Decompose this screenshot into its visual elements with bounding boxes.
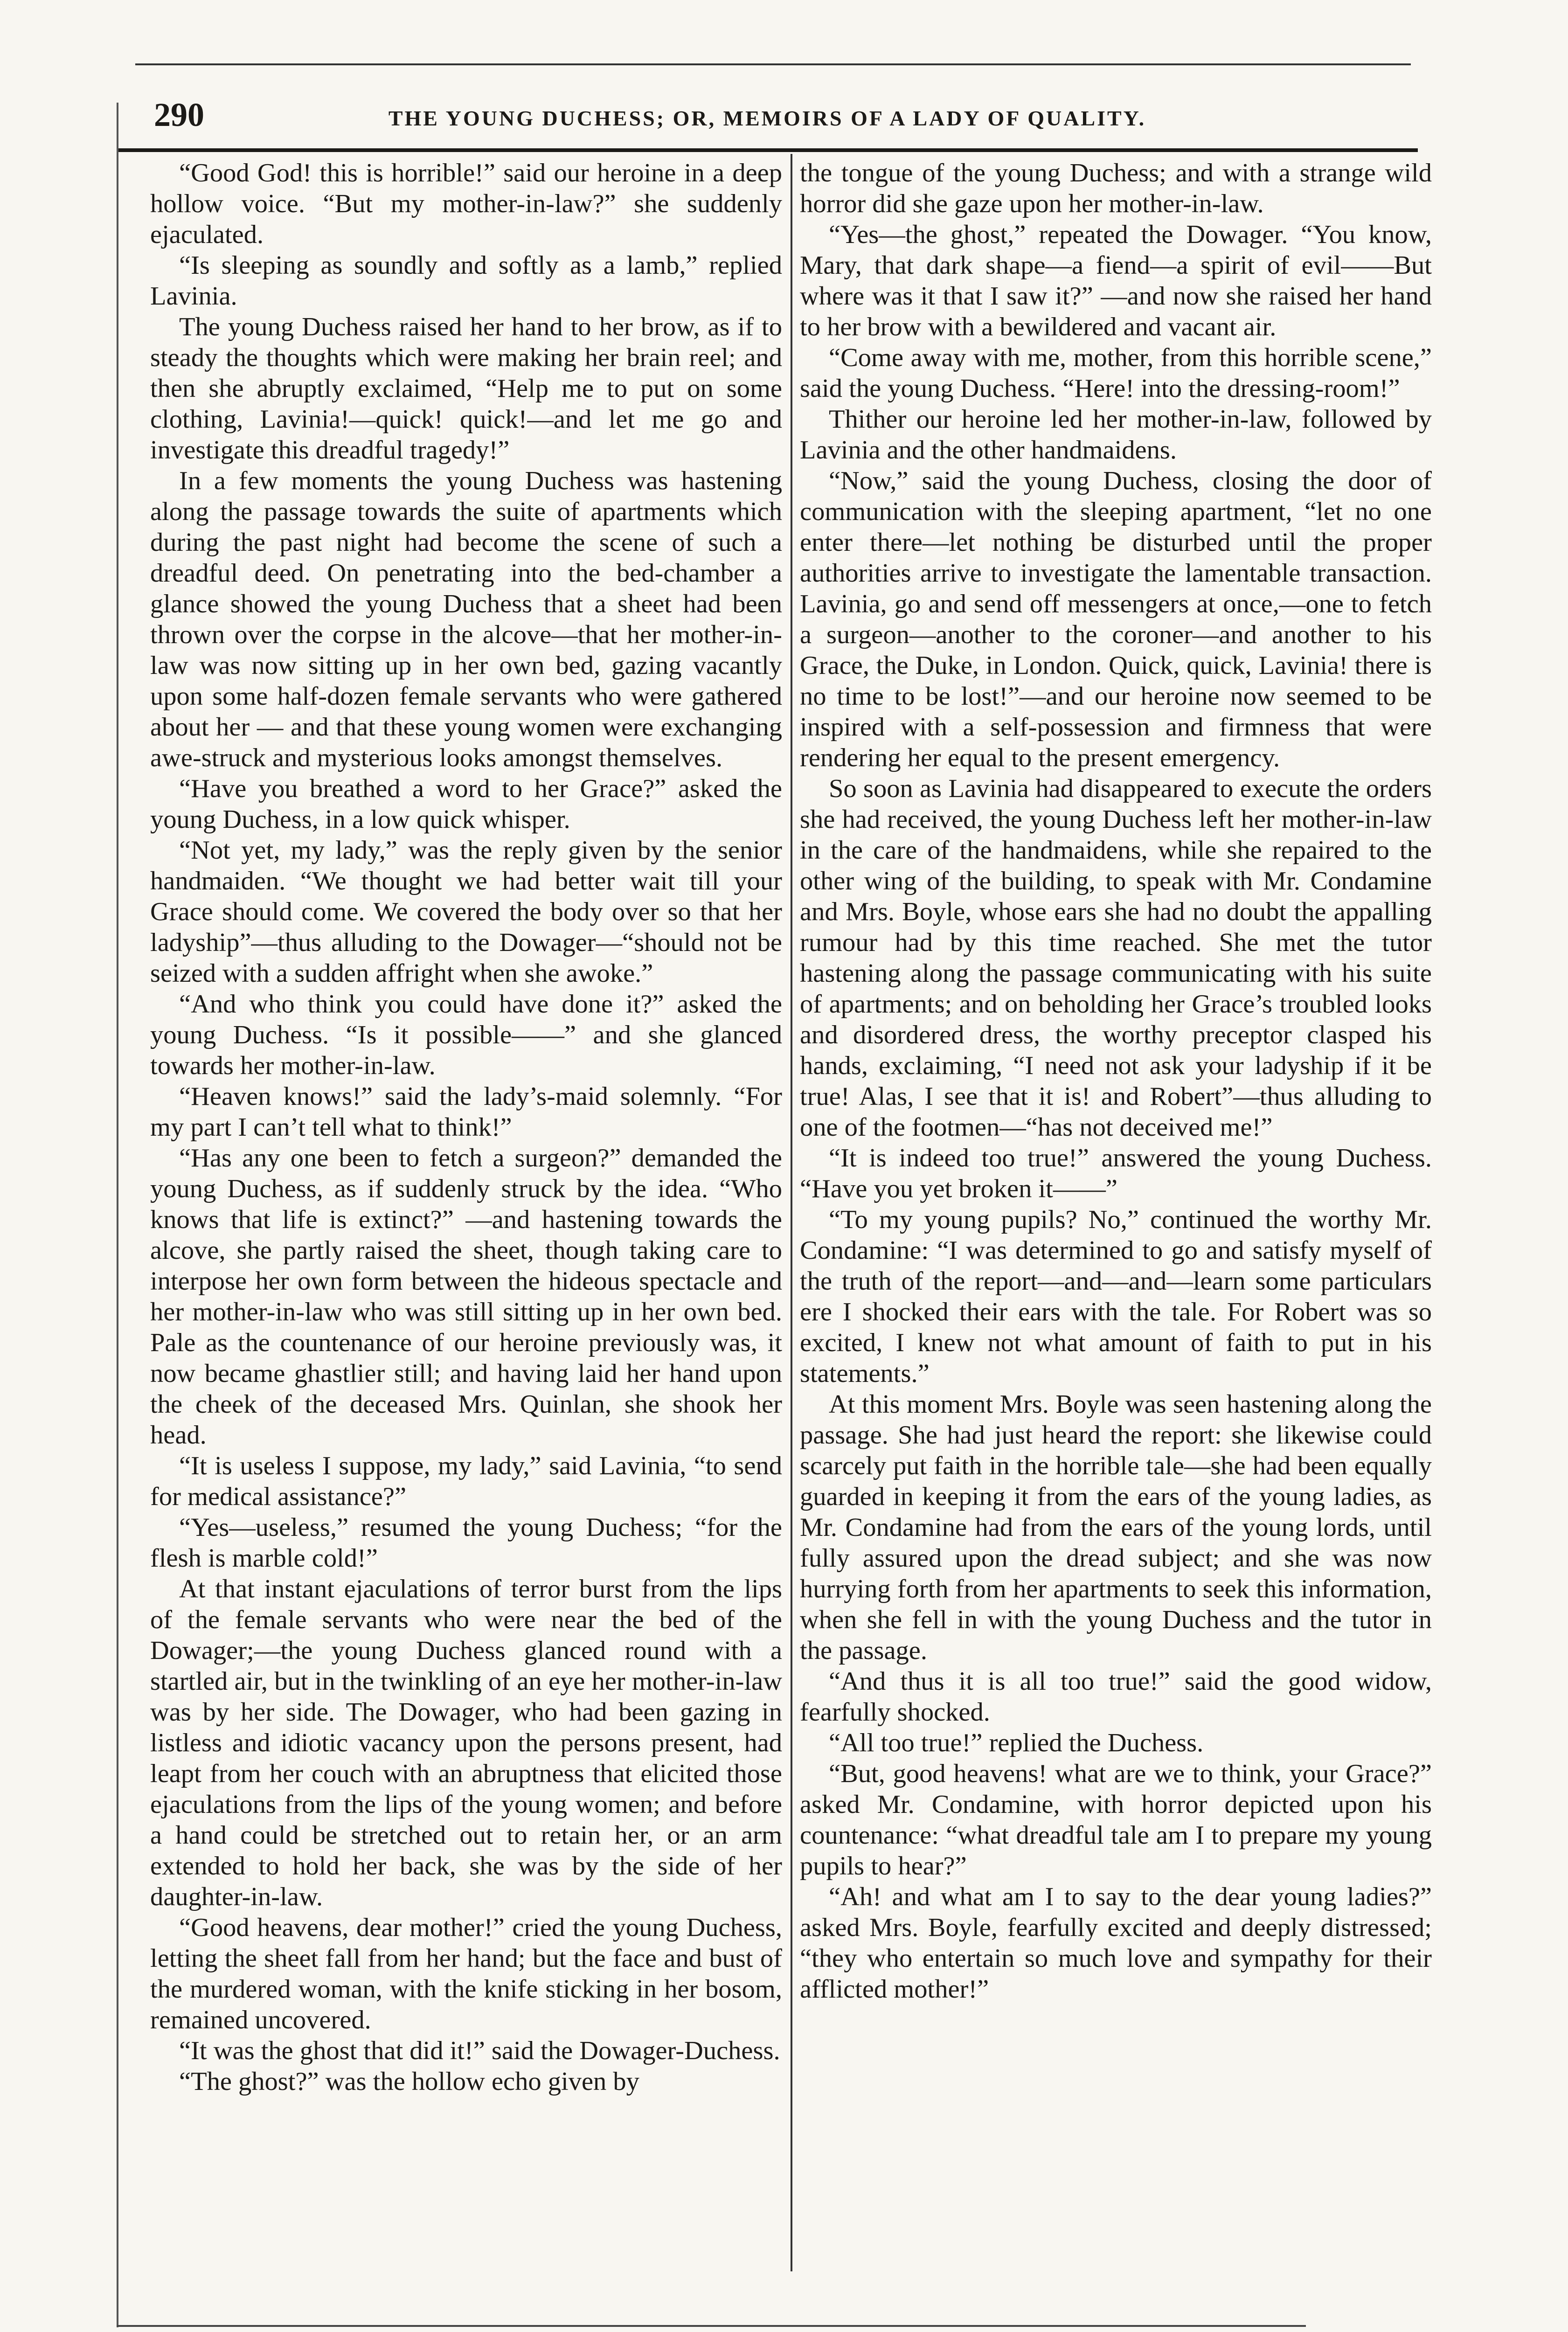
page-header	[117, 96, 1418, 147]
paragraph: “Have you breathed a word to her Grace?” asked the young Duchess, in a low quick whisper.	[150, 774, 782, 834]
top-thin-rule	[135, 63, 1411, 65]
left-column	[150, 158, 782, 2097]
paragraph: “But, good heavens! what are we to think, your Grace?” asked Mr. Condamine, with horror depicted upon his countenance: “what dreadful tale am I to prepare my young pupils to hear?”	[800, 1759, 1432, 1881]
paragraph: “Heaven knows!” said the lady’s-maid solemnly. “For my part I can’t tell what to think!”	[150, 1082, 782, 1142]
paragraph: “And who think you could have done it?” asked the young Duchess. “Is it possible——” and she glanced towards her mother-in-law.	[150, 990, 782, 1080]
paragraph: “Not yet, my lady,” was the reply given by the senior handmaiden. “We thought we had better wait till your Grace should come. We covered the body over so that her ladyship”—thus alluding to the Dowager—“should not be seized with a sudden affright when she awoke.”	[150, 836, 782, 988]
right-column	[800, 158, 1432, 2005]
paragraph: The young Duchess raised her hand to her brow, as if to steady the thoughts which were making her brain reel; and then she abruptly exclaimed, “Help me to put on some clothing, Lavinia!—quick! quick!—and let me go and investigate this dreadful tragedy!”	[150, 312, 782, 465]
bottom-rule	[117, 2325, 1306, 2327]
paragraph: “Yes—useless,” resumed the young Duchess; “for the flesh is marble cold!”	[150, 1513, 782, 1573]
paragraph: “Good heavens, dear mother!” cried the young Duchess, letting the sheet fall from her hand; but the face and bust of the murdered woman, with the knife sticking in her bosom, remained uncovered.	[150, 1913, 782, 2034]
column-divider	[791, 154, 792, 2271]
paragraph: “To my young pupils? No,” continued the worthy Mr. Condamine: “I was determined to go and satisfy myself of the truth of the report—and—and—learn some particulars ere I shocked their ears with the tale. For Robert was so excited, I knew not what amount of faith to put in his statements.”	[800, 1205, 1432, 1388]
paragraph: “Ah! and what am I to say to the dear young ladies?” asked Mrs. Boyle, fearfully excited and deeply distressed; “they who entertain so much love and sympathy for their afflicted mother!”	[800, 1882, 1432, 2004]
paragraph: “It was the ghost that did it!” said the Dowager-Duchess.	[179, 2036, 780, 2065]
paragraph: In a few moments the young Duchess was hastening along the passage towards the suite of apartments which during the past night had become the scene of such a dreadful deed. On penetrating into the bed-chamber a glance showed the young Duchess that a sheet had been thrown over the corpse in the alcove—that her mother-in-law was now sitting up in her own bed, gazing vacantly upon some half-dozen female servants who were gathered about her — and that these young women were exchanging awe-struck and mysterious looks amongst themselves.	[150, 466, 782, 772]
paragraph: the tongue of the young Duchess; and with a strange wild horror did she gaze upon her mother-in-law.	[800, 159, 1432, 218]
paragraph: Thither our heroine led her mother-in-law, followed by Lavinia and the other handmaidens.	[800, 405, 1432, 465]
page-number: 290	[154, 96, 204, 133]
paragraph: So soon as Lavinia had disappeared to execute the orders she had received, the young Duchess left her mother-in-law in the care of the handmaidens, while she repaired to the other wing of the building, to speak with Mr. Condamine and Mrs. Boyle, whose ears she had no doubt the appalling rumour had by this time reached. She met the tutor hastening along the passage communicating with his suite of apartments; and on beholding her Grace’s troubled looks and disordered dress, the worthy preceptor clasped his hands, exclaiming, “I need not ask your ladyship if it be true! Alas, I see that it is! and Robert”—thus alluding to one of the footmen—“has not deceived me!”	[800, 774, 1432, 1142]
paragraph: “All too true!” replied the Duchess.	[829, 1728, 1204, 1757]
paragraph: “Has any one been to fetch a surgeon?” demanded the young Duchess, as if suddenly struck by the idea. “Who knows that life is extinct?” —and hastening towards the alcove, she partly raised the sheet, though taking care to interpose her own form between the hideous spectacle and her mother-in-law who was still sitting up in her own bed. Pale as the countenance of our heroine previously was, it now became ghastlier still; and having laid her hand upon the cheek of the deceased Mrs. Quinlan, she shook her head.	[150, 1144, 782, 1450]
paragraph: “It is useless I suppose, my lady,” said Lavinia, “to send for medical assistance?”	[150, 1451, 782, 1511]
paragraph: “The ghost?” was the hollow echo given by	[179, 2067, 639, 2096]
paragraph: “Now,” said the young Duchess, closing the door of communication with the sleeping apartment, “let no one enter there—let nothing be disturbed until the proper authorities arrive to investigate the lamentable transaction. Lavinia, go and send off messengers at once,—one to fetch a surgeon—another to the coroner—and another to his Grace, the Duke, in London. Quick, quick, Lavinia! there is no time to be lost!”—and our heroine now seemed to be inspired with a self-possession and firmness that were rendering her equal to the present emergency.	[800, 466, 1432, 772]
paragraph: At this moment Mrs. Boyle was seen hastening along the passage. She had just heard the report: she likewise could scarcely put faith in the horrible tale—she had been equally guarded in keeping it from the ears of the young ladies, as Mr. Condamine had from the ears of the young lords, until fully assured upon the dread subject; and she was now hurrying forth from her apartments to seek this information, when she fell in with the young Duchess and the tutor in the passage.	[800, 1390, 1432, 1665]
paragraph: At that instant ejaculations of terror burst from the lips of the female servants who were near the bed of the Dowager;—the young Duchess glanced round with a startled air, but in the twinkling of an eye her mother-in-law was by her side. The Dowager, who had been gazing in listless and idiotic vacancy upon the persons present, had leapt from her couch with an abruptness that elicited those ejaculations from the lips of the young women; and before a hand could be stretched out to retain her, or an arm extended to hold her back, she was by the side of her daughter-in-law.	[150, 1575, 782, 1911]
paragraph: “It is indeed too true!” answered the young Duchess. “Have you yet broken it——”	[800, 1144, 1432, 1203]
paragraph: “Is sleeping as soundly and softly as a lamb,” replied Lavinia.	[150, 251, 782, 311]
left-border-rule	[117, 103, 118, 2327]
header-rule	[117, 148, 1418, 152]
paragraph: “Good God! this is horrible!” said our heroine in a deep hollow voice. “But my mother-in-law?” she suddenly ejaculated.	[150, 159, 782, 249]
running-title: THE YOUNG DUCHESS; OR, MEMOIRS OF A LADY OF QUALITY.	[388, 106, 1146, 130]
paragraph: “And thus it is all too true!” said the good widow, fearfully shocked.	[800, 1667, 1432, 1727]
paragraph: “Yes—the ghost,” repeated the Dowager. “You know, Mary, that dark shape—a fiend—a spirit of evil——But where was it that I saw it?” —and now she raised her hand to her brow with a bewildered and vacant air.	[800, 220, 1432, 341]
paragraph: “Come away with me, mother, from this horrible scene,” said the young Duchess. “Here! into the dressing-room!”	[800, 343, 1432, 403]
